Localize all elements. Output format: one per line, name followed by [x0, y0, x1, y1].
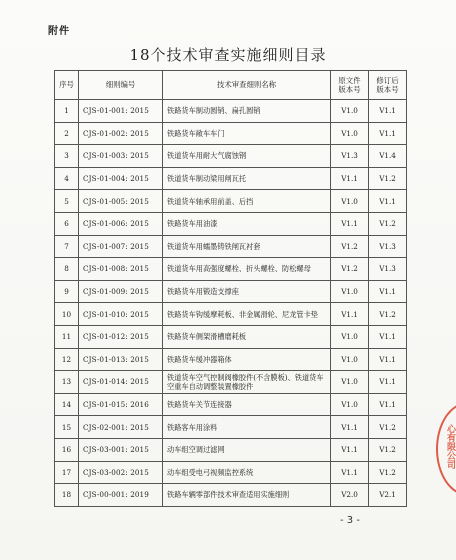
row-code: CJS-02-001: 2015	[79, 416, 163, 439]
row-number: 15	[55, 416, 79, 439]
row-revised-version: V1.2	[369, 416, 407, 439]
row-number: 7	[55, 235, 79, 258]
row-name: 铁路货车用锻造支撑座	[163, 280, 331, 303]
row-original-version: V1.0	[331, 190, 369, 213]
row-revised-version: V1.3	[369, 235, 407, 258]
row-number: 10	[55, 303, 79, 326]
row-code: CJS-03-001: 2015	[79, 438, 163, 461]
row-revised-version: V1.2	[369, 461, 407, 484]
row-code: CJS-01-004: 2015	[79, 167, 163, 190]
row-name: 铁道货车用高强度螺栓、折头螺栓、防松螺母	[163, 258, 331, 281]
row-original-version: V1.3	[331, 145, 369, 168]
table-row	[55, 167, 407, 190]
page-number: - 3 -	[340, 515, 360, 526]
row-code: CJS-01-001: 2015	[79, 100, 163, 123]
row-number: 4	[55, 167, 79, 190]
row-name: 铁道货车用耐大气腐蚀钢	[163, 145, 331, 168]
table-row	[55, 100, 407, 123]
row-revised-version: V1.1	[369, 348, 407, 371]
row-name: 动车组受电弓视频监控系统	[163, 461, 331, 484]
row-revised-version: V1.1	[369, 190, 407, 213]
row-code: CJS-01-009: 2015	[79, 280, 163, 303]
row-original-version: V1.0	[331, 348, 369, 371]
row-code: CJS-01-013: 2015	[79, 348, 163, 371]
table-row	[55, 122, 407, 145]
row-number: 17	[55, 461, 79, 484]
row-revised-version: V2.1	[369, 484, 407, 507]
row-revised-version: V1.1	[369, 393, 407, 416]
row-original-version: V1.1	[331, 416, 369, 439]
table-row	[55, 393, 407, 416]
row-name: 铁道货车轴承用前盖、后挡	[163, 190, 331, 213]
row-name: 铁道货车用蠕墨铸铁闸瓦衬套	[163, 235, 331, 258]
row-name: 铁路货车敞车车门	[163, 122, 331, 145]
row-number: 11	[55, 325, 79, 348]
row-code: CJS-01-005: 2015	[79, 190, 163, 213]
table-row	[55, 416, 407, 439]
row-number: 14	[55, 393, 79, 416]
row-original-version: V1.1	[331, 438, 369, 461]
row-code: CJS-01-014: 2015	[79, 371, 163, 394]
header-name: 技术审查细则名称	[163, 71, 331, 100]
table-row	[55, 212, 407, 235]
table-row	[55, 303, 407, 326]
row-name: 铁路货车缓冲器箱体	[163, 348, 331, 371]
row-revised-version: V1.2	[369, 303, 407, 326]
row-name: 铁路货车用油漆	[163, 212, 331, 235]
row-number: 9	[55, 280, 79, 303]
rules-table	[54, 70, 407, 507]
company-seal: 心有限公司	[436, 402, 456, 496]
row-code: CJS-00-001: 2019	[79, 484, 163, 507]
row-original-version: V1.1	[331, 167, 369, 190]
row-revised-version: V1.2	[369, 167, 407, 190]
row-name: 铁道货车制动梁用闸瓦托	[163, 167, 331, 190]
document-title: 18个技术审查实施细则目录	[129, 46, 327, 64]
row-revised-version: V1.1	[369, 325, 407, 348]
row-number: 16	[55, 438, 79, 461]
row-number: 3	[55, 145, 79, 168]
row-revised-version: V1.1	[369, 100, 407, 123]
table-row	[55, 258, 407, 281]
table-row	[55, 235, 407, 258]
row-original-version: V1.2	[331, 235, 369, 258]
row-revised-version: V1.4	[369, 145, 407, 168]
row-code: CJS-03-002: 2015	[79, 461, 163, 484]
row-code: CJS-01-010: 2015	[79, 303, 163, 326]
row-original-version: V1.0	[331, 325, 369, 348]
table-row	[55, 145, 407, 168]
row-name: 铁路货车侧架滑槽磨耗板	[163, 325, 331, 348]
row-revised-version: V1.3	[369, 258, 407, 281]
row-name: 动车组空调过滤网	[163, 438, 331, 461]
row-revised-version: V1.1	[369, 122, 407, 145]
header-original-version: 原文件 版本号	[331, 71, 369, 100]
row-original-version: V1.0	[331, 122, 369, 145]
table-row	[55, 280, 407, 303]
table-row	[55, 371, 407, 394]
row-code: CJS-01-002: 2015	[79, 122, 163, 145]
row-name: 铁路货车制动圆销、扁孔圆销	[163, 100, 331, 123]
row-number: 12	[55, 348, 79, 371]
row-code: CJS-01-007: 2015	[79, 235, 163, 258]
row-name: 铁路车辆零部件技术审查适用实施细则	[163, 484, 331, 507]
row-code: CJS-01-006: 2015	[79, 212, 163, 235]
table-row	[55, 348, 407, 371]
table-row	[55, 325, 407, 348]
row-number: 13	[55, 371, 79, 394]
row-number: 8	[55, 258, 79, 281]
attachment-label: 附件	[48, 26, 70, 37]
table-row	[55, 190, 407, 213]
table-row	[55, 438, 407, 461]
row-original-version: V1.0	[331, 371, 369, 394]
row-original-version: V1.2	[331, 258, 369, 281]
row-number: 1	[55, 100, 79, 123]
row-name: 铁路货车关节连接器	[163, 393, 331, 416]
row-code: CJS-01-003: 2015	[79, 145, 163, 168]
row-name: 铁道货车空气控制阀橡胶件(不含膜板)、铁道货车空重车自动调整装置橡胶件	[163, 371, 331, 394]
row-original-version: V2.0	[331, 484, 369, 507]
row-name: 铁路货车钩缓摩耗板、非金属滑轮、尼龙管卡垫	[163, 303, 331, 326]
row-code: CJS-01-015: 2016	[79, 393, 163, 416]
table-header-row	[55, 71, 407, 100]
row-original-version: V1.0	[331, 280, 369, 303]
row-number: 18	[55, 484, 79, 507]
header-code: 细则编号	[79, 71, 163, 100]
row-revised-version: V1.2	[369, 212, 407, 235]
row-original-version: V1.1	[331, 303, 369, 326]
row-number: 5	[55, 190, 79, 213]
table-row	[55, 484, 407, 507]
row-code: CJS-01-008: 2015	[79, 258, 163, 281]
row-number: 6	[55, 212, 79, 235]
row-original-version: V1.0	[331, 393, 369, 416]
table-row	[55, 461, 407, 484]
row-revised-version: V1.1	[369, 280, 407, 303]
row-code: CJS-01-012: 2015	[79, 325, 163, 348]
row-original-version: V1.1	[331, 212, 369, 235]
row-original-version: V1.1	[331, 461, 369, 484]
header-revised-version: 修订后 版本号	[369, 71, 407, 100]
row-name: 铁路客车用涂料	[163, 416, 331, 439]
row-original-version: V1.0	[331, 100, 369, 123]
row-number: 2	[55, 122, 79, 145]
row-revised-version: V1.2	[369, 438, 407, 461]
row-revised-version: V1.1	[369, 371, 407, 394]
header-no: 序号	[55, 71, 79, 100]
